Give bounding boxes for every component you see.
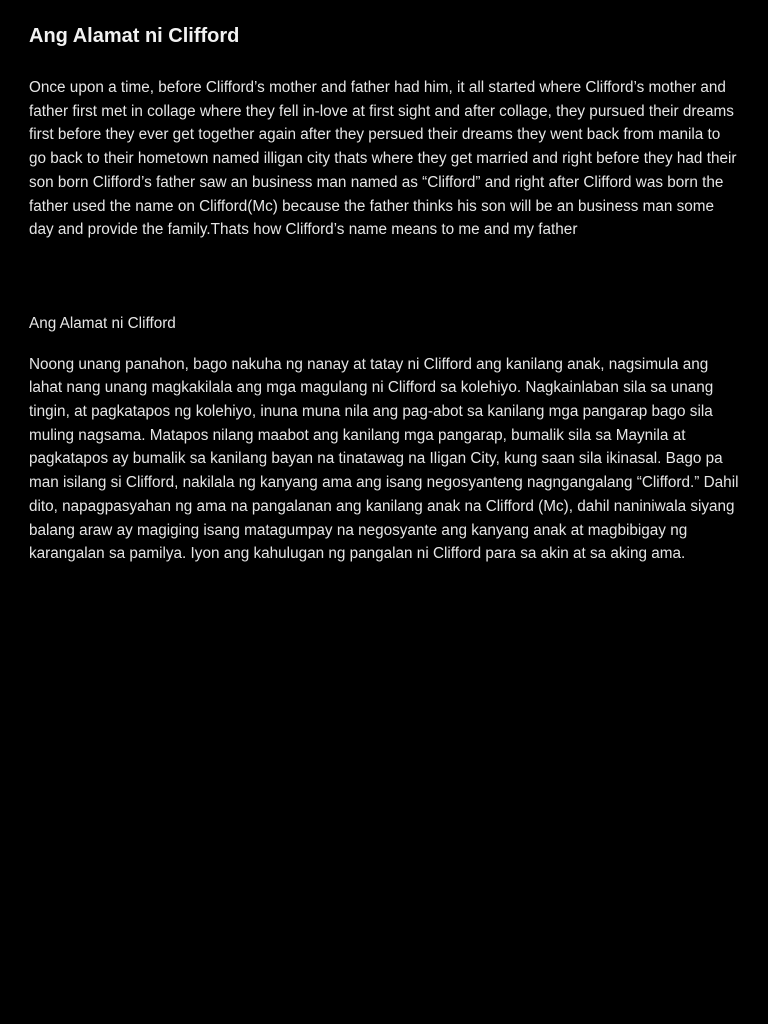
filipino-story-paragraph: Noong unang panahon, bago nakuha ng nanay at tatay ni Clifford ang kanilang anak, nagsimula ang lahat nang unang magkakilala ang mga magulang ni Clifford sa kolehiyo. Nagkainlaban sila sa unang tingin, at pagkatapos ng kolehiyo, inuna muna nila ang pag-abot sa kanilang mga pangarap bago sila muling nagsama. Matapos nilang maabot ang kanilang mga pangarap, bumalik sila sa Maynila at pagkatapos ay bumalik sa kanilang bayan na tinatawag na Iligan City, kung saan sila ikinasal. Bago pa man isilang si Clifford, nakilala ng kanyang ama ang isang negosyanteng nagngangalang “Clifford.” Dahil dito, napagpasyahan ng ama na pangalanan ang kanilang anak na Clifford (Mc), dahil naniniwala siyang balang araw ay magiging isang matagumpay na negosyante ang kanyang anak at magbibigay ng karangalan sa pamilya. Iyon ang kahulugan ng pangalan ni Clifford para sa akin at sa aking ama. [29, 355, 739, 563]
second-title: Ang Alamat ni Clifford [29, 314, 176, 332]
document-title: Ang Alamat ni Clifford [29, 25, 240, 47]
english-story-paragraph: Once upon a time, before Clifford’s mother and father had him, it all started where Clifford’s mother and father first met in collage where they fell in-love at first sight and after collage, they pursued their dreams first before they ever get together again after they persued their dreams they went back from manila to go back to their hometown named illigan city thats where they get married and right before they had their son born Clifford’s father saw an business man named as “Clifford” and right after Clifford was born the father used the name on Clifford(Mc) because the father thinks his son will be an business man some day and provide the family.Thats how Clifford’s name means to me and my father [29, 79, 737, 239]
